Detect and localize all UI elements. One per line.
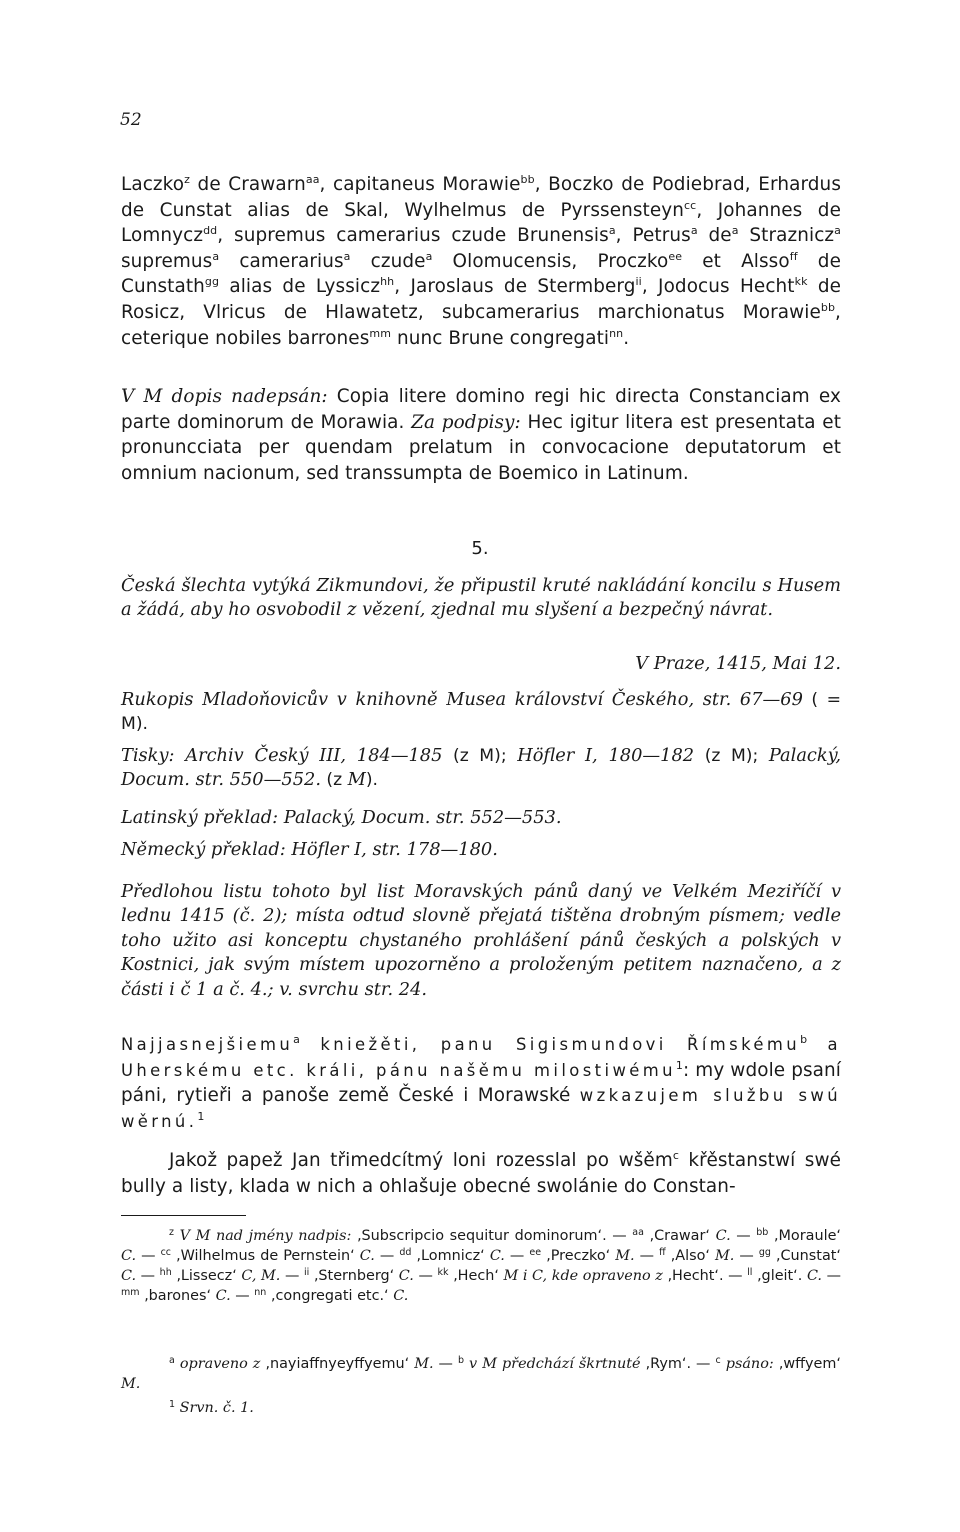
document-number: 5.	[471, 538, 489, 559]
page-number: 52	[120, 110, 142, 130]
printed-editions: Tisky: Archiv Český III, 184—185 (z M); Höfler I, 180—182 (z M); Palacký, Docum. str. 550—552. (z M).	[121, 745, 841, 791]
latin-translation: Latinský překlad: Palacký, Docum. str. 552—553.	[121, 807, 562, 828]
remark-label-heading: V M dopis nadepsán:	[121, 386, 328, 407]
signatories-paragraph: Laczko$^z$ de Crawarn$^{aa}$, capitaneus Morawie$^{bb}$, Boczko de Podiebrad, Erhardus de Cunstat alias de Skal, Wylhelmus de Pyrssensteyn$^{cc}$, Johannes de Lomnycz$^{dd}$, supremus camerarius czude Brunensis$^a$, Petrus$^a$ $de^a$ Straznicz$^a$ supremus$^a$ camerarius$^a$ czude$^a$ Olomucensis, Proczko$^{ee}$ et Alsso$^{ff}$ de Cunstath$^{gg}$ alias de Lyssicz$^{hh}$, Jaroslaus de Stermberg$^{ii}$, Jodocus Hecht$^{kk}$ de Rosicz, Vlricus de Hlawatetz, subcamerarius marchionatus Morawie$^{bb}$, ceterique nobiles barrones$^{mm}$ nunc Brune congregati$^{nn}$.	[121, 173, 842, 349]
footnote-numeric: $^1$ Srvn. č. 1.	[169, 1399, 254, 1416]
editorial-note: Předlohou listu tohoto byl list Moravských pánů daný ve Velkém Meziříčí v lednu 1415 (č. 2); místa odtud slovně přejatá tištěna drobným písmem; vedle toho užito asi konceptu chystaného prohlášení pánů českých a polských v Kostnici, jak svým místem upozorněno a proloženým petitem naznačeno, a z části i č 1 a č. 4.; v. svrchu str. 24.	[121, 881, 841, 1000]
letter-address: Najjasnejšiemu$^a$ kniežěti, panu Sigismundovi Římskému$^b$ a Uherskému etc. králi, pánu našěmu milostiwému$^1$: my wdole psaní páni, rytieři a panoše země České i Morawské wzkazujem službu swú wěrnú.$^1$	[121, 1033, 842, 1131]
manuscript-source: Rukopis Mladoňovicův v knihovně Musea království Českého, str. 67—69 ( = M).	[121, 689, 841, 735]
place-and-date: V Praze, 1415, Mai 12.	[635, 653, 841, 674]
remark-label-signatures: Za podpisy:	[411, 411, 521, 433]
manuscript-remark-paragraph: V M dopis nadepsán: Copia litere domino regi hic directa Constanciam ex parte dominorum de Morawia. Za podpisy: Hec igitur litera est presentata et pronuncciata per quendam prelatum in convocacione deputatorum et omnium nacionum, sed transsumpta de Boemico in Latinum.	[121, 386, 842, 484]
german-translation: Německý překlad: Höfler I, str. 178—180.	[121, 839, 498, 860]
letter-body: Jakož papež Jan třimedcítmý loni rozesslal po wšěm$^c$ křěstanstwí swé bully a listy, klada w nich a ohlašuje obecné swolánie do Constan-	[121, 1149, 841, 1197]
footnote-separator	[121, 1215, 246, 1216]
footnotes-letters: $^a$ opraveno z ‚nayiaffnyeyffyemu‘ M. — $^b$ v M předchází škrtnuté ‚Rym‘. — $^c$ psáno: ‚wffyem‘ M.	[121, 1355, 841, 1392]
regest: Česká šlechta vytýká Zikmundovi, že připustil kruté nakládání koncilu s Husem a žádá, aby ho osvobodil z vězení, zjednal mu slyšení a bezpečný návrat.	[121, 575, 841, 621]
footnotes-variants: $^z$ V M nad jmény nadpis: ‚Subscripcio sequitur dominorum‘. — $^{aa}$ ‚Crawar‘ C. — $^{bb}$ ‚Moraule‘ C. — $^{cc}$ ‚Wilhelmus de Pernstein‘ C. — $^{dd}$ ‚Lomnicz‘ C. — $^{ee}$ ‚Preczko‘ M. — $^{ff}$ ‚Also‘ M. — $^{gg}$ ‚Cunstat‘ C. — $^{hh}$ ‚Lissecz‘ C, M. — $^{ii}$ ‚Sternberg‘ C. — $^{kk}$ ‚Hech‘ M i C, kde opraveno z ‚Hecht‘. — $^{ll}$ ‚gleit‘. C. — $^{mm}$ ‚barones‘ C. — $^{nn}$ ‚congregati etc.‘ C.	[121, 1227, 842, 1304]
